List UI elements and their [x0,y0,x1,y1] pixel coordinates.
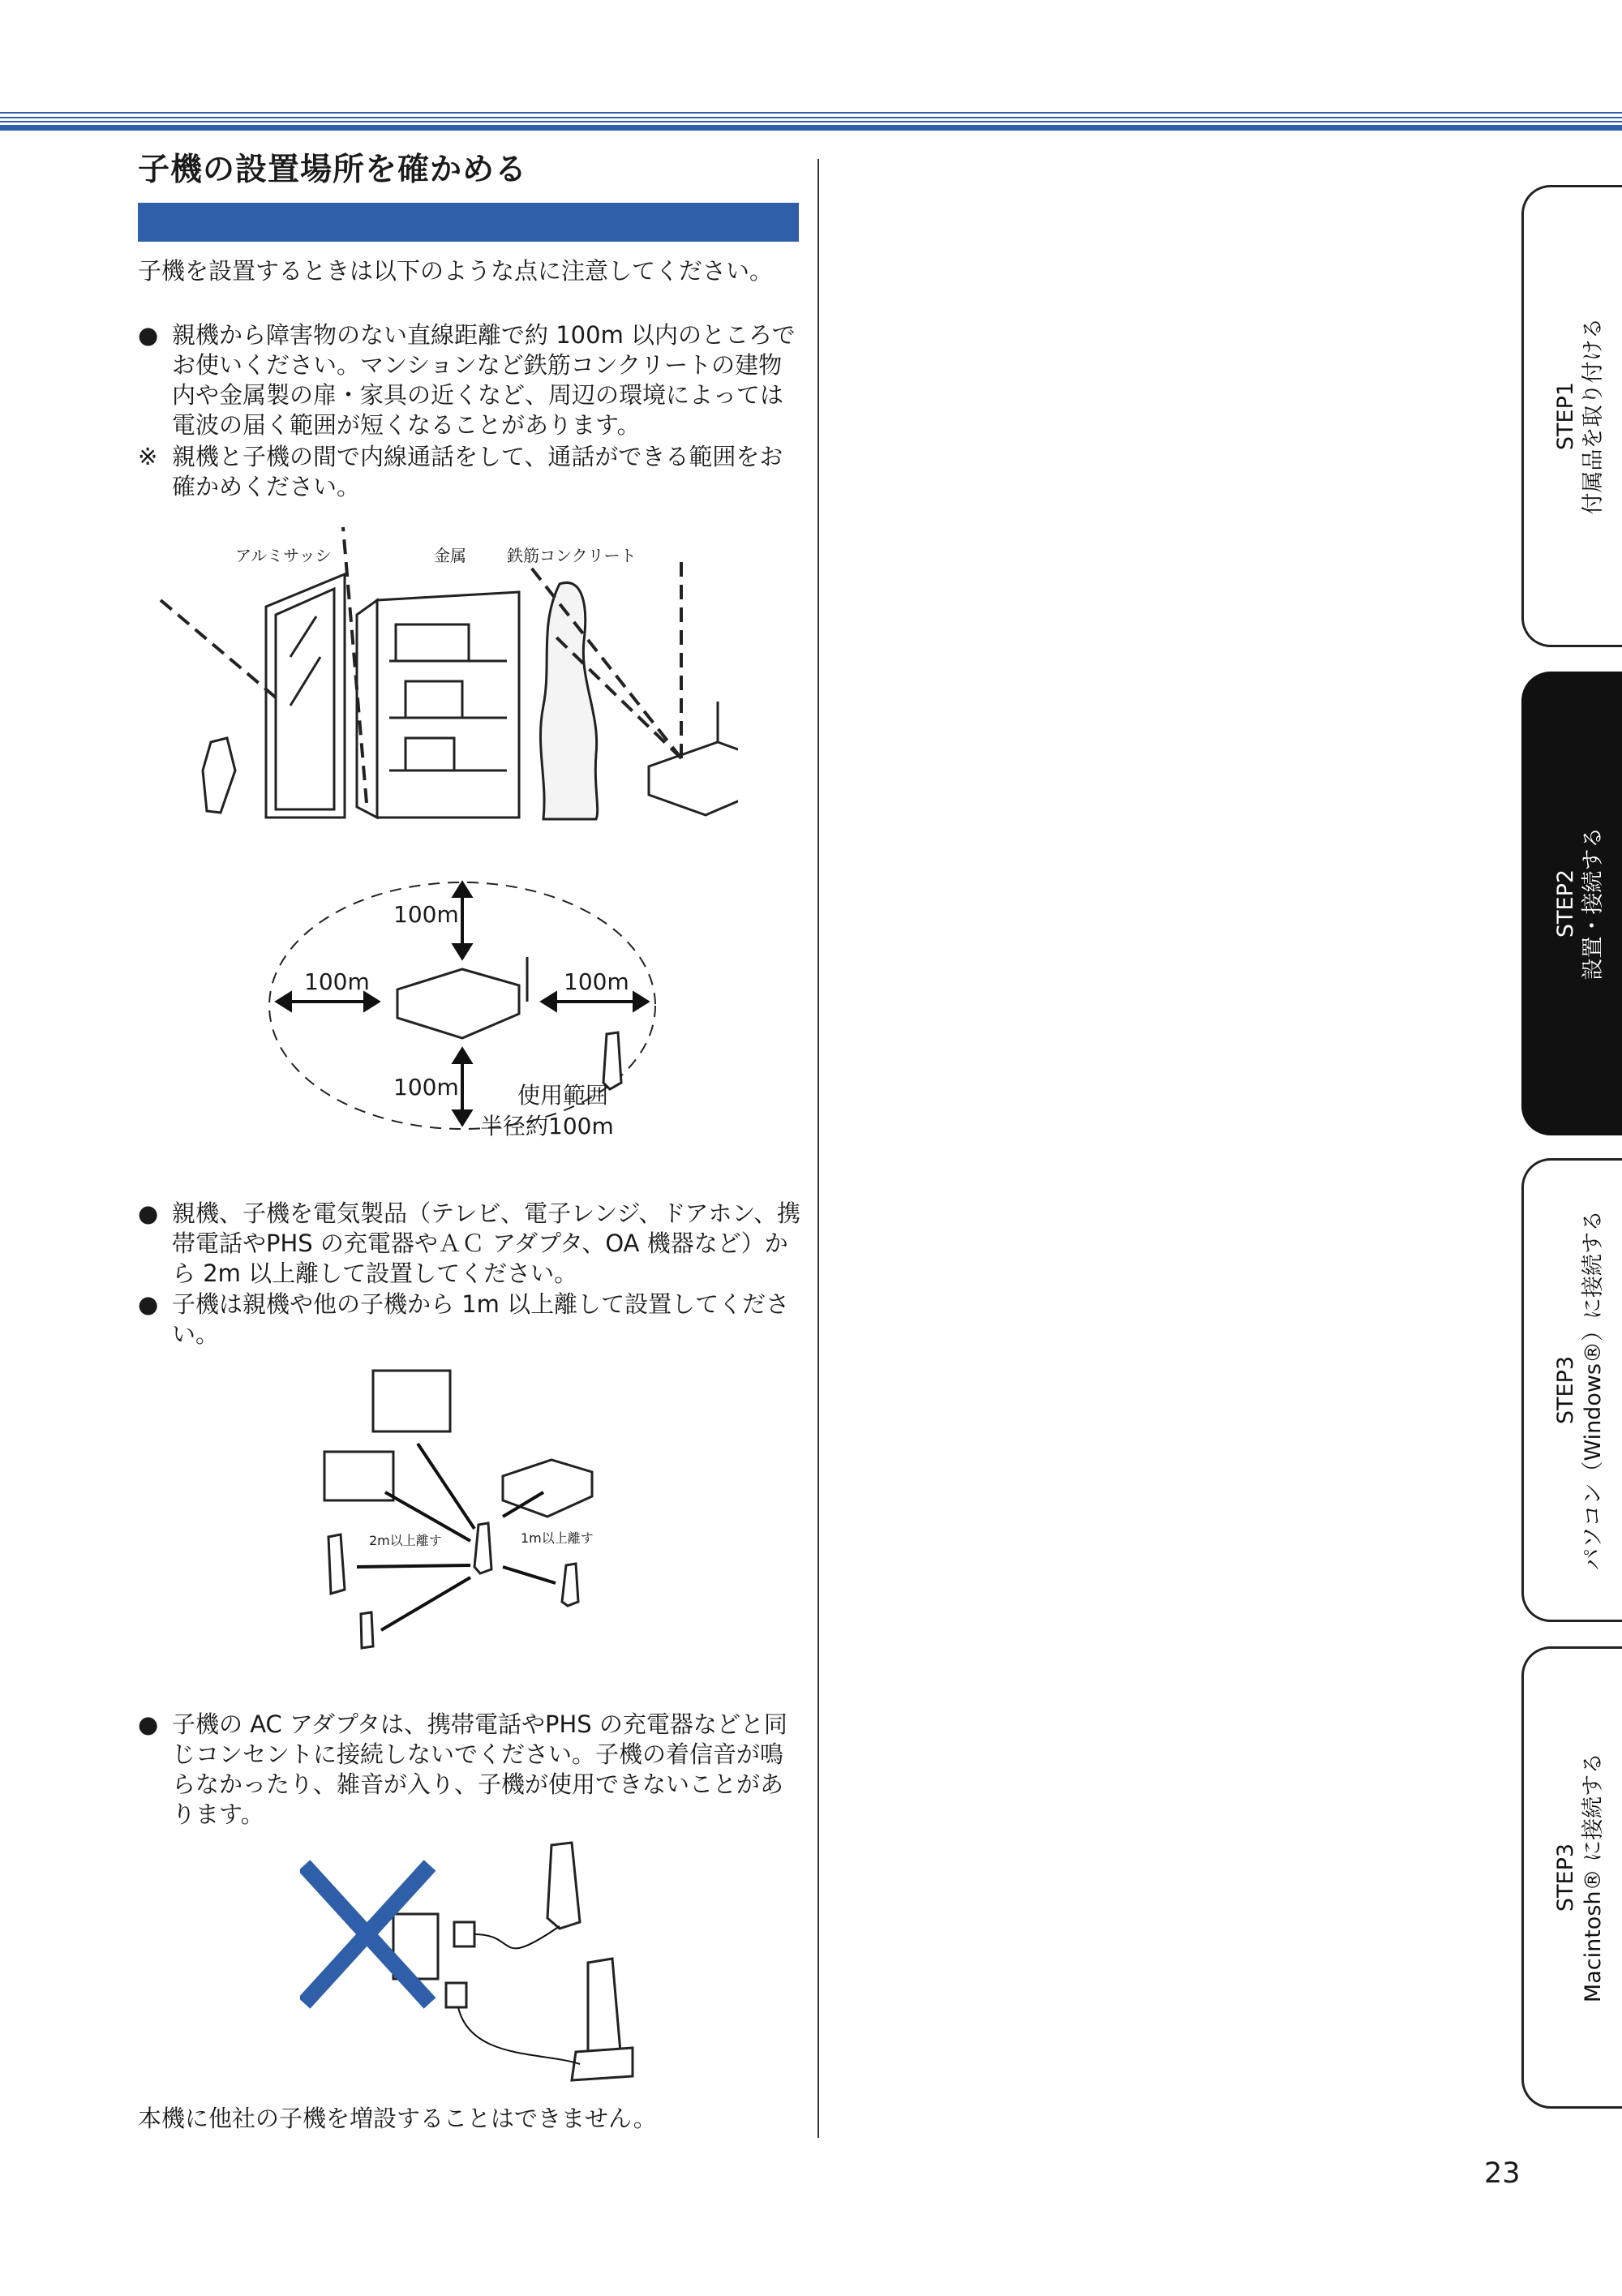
bullet-mark: ● [138,1199,159,1227]
section-title: 子機の設置場所を確かめる [138,152,528,188]
tab-label: STEP3 Macintosh® に接続する [1552,1752,1606,2003]
section-bar [138,203,799,242]
intro-text: 子機を設置するときは以下のような点に注意してください。 [138,257,774,285]
bullet-mark: ● [138,1710,159,1738]
label-metal: 金属 [434,546,466,565]
tab-step2[interactable] [1521,672,1622,1135]
concrete-wall-illustration [540,582,597,819]
header-rule [0,112,1622,131]
column-divider [817,159,819,2138]
bookshelf-illustration [357,592,519,818]
range-figure [260,872,665,1148]
asterisk-mark: ※ [138,443,158,470]
tab-step3-windows[interactable] [1521,1158,1622,1622]
charger-stand-illustration [572,2048,633,2080]
page-number: 23 [1484,2157,1521,2190]
range-label-bottom: 100m [393,1074,459,1101]
tab-label: STEP1 付属品を取り付ける [1552,317,1606,515]
handset-illustration [603,1032,621,1089]
bullet-mark: ● [138,1290,159,1318]
handset-illustration [562,1564,578,1606]
door-phone-illustration [328,1534,345,1594]
note-line-of-sight [138,320,803,440]
label-aluminium-sash: アルミサッシ [235,546,332,565]
signal-arrows [161,527,681,803]
range-label-right: 100m [564,968,629,995]
microwave-illustration [324,1452,393,1500]
base-unit-illustration [649,702,738,815]
tab-label: STEP3 パソコン（Windows®）に接続する [1552,1210,1606,1570]
cords [458,1926,580,2064]
note-handset-spacing [138,1290,803,1350]
note-text: 親機から障害物のない直線距離で約 100m 以内のところでお使いください。マンションなど鉄筋コンクリートの建物内や金属製の扉・家具の近くなど、周辺の環境によっては電波の届く範囲が短くなることがあります。 [172,321,796,439]
range-caption-line1: 使用範囲 [517,1082,609,1109]
obstacles-figure [146,511,738,823]
label-2m-apart: 2m以上離す [369,1533,442,1548]
tab-step3-macintosh[interactable] [1521,1646,1622,2109]
ac-adapter-illustration [454,1922,474,1946]
handset-illustration [203,738,235,813]
distance-figure [308,1354,616,1695]
charger-adapter-illustration [446,1983,466,2007]
tv-illustration [373,1371,450,1431]
note-check-range [138,442,803,502]
base-unit-illustration [397,957,527,1038]
label-reinforced-concrete: 鉄筋コンクリート [507,546,637,565]
note-ac-adapter [138,1710,803,1830]
range-caption-line2: 半径約100m [480,1113,614,1139]
tab-step1[interactable] [1521,185,1622,647]
note-text: 子機は親機や他の子機から 1m 以上離して設置してください。 [172,1290,790,1348]
note-text: 子機の AC アダプタは、携帯電話やPHS の充電器などと同じコンセントに接続しないでください。子機の着信音が鳴らなかったり、雑音が入り、子機が使用できないことがあります。 [172,1710,787,1828]
label-1m-apart: 1m以上離す [521,1530,594,1546]
range-label-left: 100m [304,968,370,995]
mobile-charger-illustration [361,1612,373,1648]
sash-door-illustration [266,574,345,818]
mobile-phone-illustration [547,1843,580,1929]
note-text: 親機と子機の間で内線通話をして、通話ができる範囲をお確かめください。 [172,443,783,500]
note-text: 親機、子機を電気製品（テレビ、電子レンジ、ドアホン、携帯電話やPHS の充電器やＡＣ アダプタ、OA 機器など）から 2m 以上離して設置してください。 [172,1199,801,1287]
outlet-figure [300,1833,641,2092]
range-label-top: 100m [393,901,459,928]
handset-illustration [474,1523,491,1573]
note-appliances [138,1199,803,1289]
tab-label: STEP2 設置・接続する [1552,826,1606,981]
handset-illustration [588,1959,620,2060]
closing-note: 本機に他社の子機を増設することはできません。 [138,2105,657,2132]
bullet-mark: ● [138,321,159,349]
